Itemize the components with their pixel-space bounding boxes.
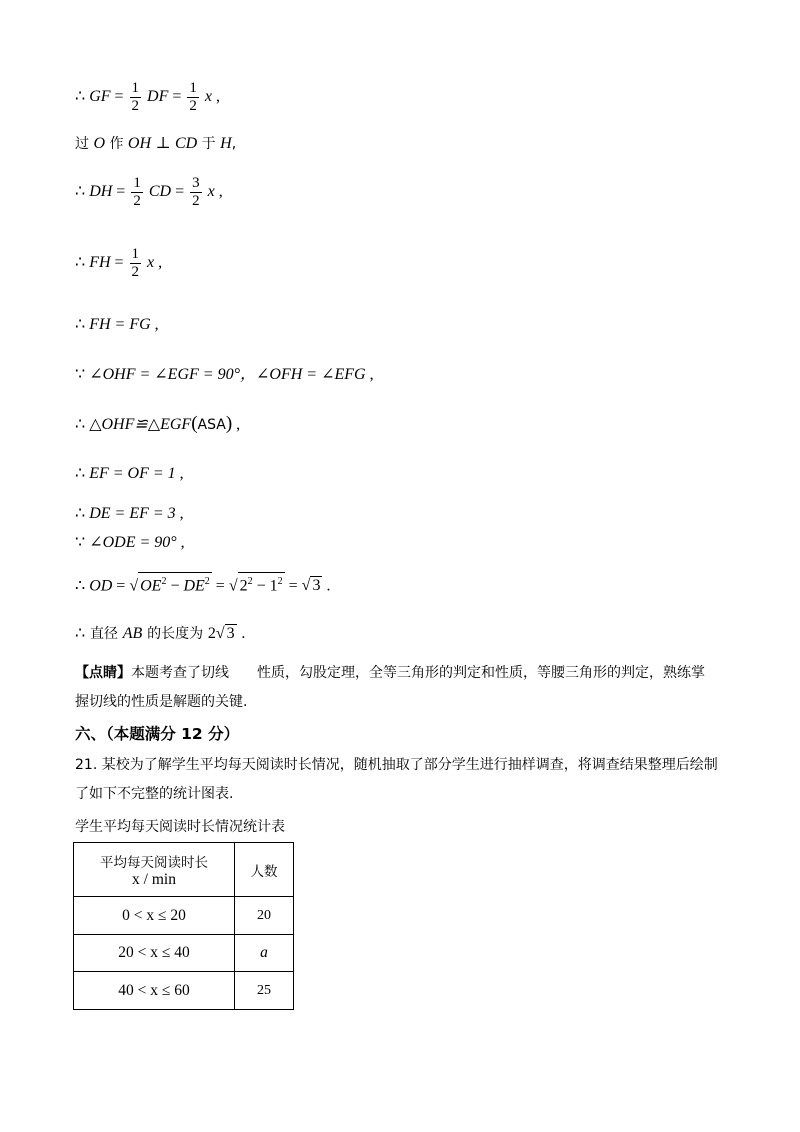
sqrt-expression: √ $2^2 - 1^2$ (229, 572, 285, 596)
section-heading: 六、（本题满分 12 分） (75, 725, 240, 743)
sqrt-result: √ 3 (301, 577, 321, 595)
perp-symbol: ⊥ (155, 135, 171, 152)
var-gf: GF (89, 88, 111, 106)
table-caption: 学生平均每天阅读时长情况统计表 (75, 819, 285, 835)
proof-line-1: ∴ GF = $\frac{1}{2}$ DF = $\frac{1}{2}$ x , (75, 80, 221, 114)
comment-text-1: 本题考查了切线 性质，勾股定理，全等三角形的判定和性质，等腰三角形的判定，熟练掌 (131, 665, 705, 681)
congruence: △OHF≌△EGF (89, 416, 192, 433)
proof-line-9: ∴ DE = EF = 3 , (75, 505, 184, 522)
text-diameter: 直径 (89, 626, 118, 642)
header-count: 人数 (235, 843, 294, 897)
question-text (75, 751, 725, 809)
range-cell: 40 < x ≤ 60 (74, 972, 235, 1010)
var-fh: FH (89, 254, 111, 272)
equation: ∠ODE = 90° (89, 534, 177, 551)
table-row (74, 897, 294, 935)
text-length-is: 的长度为 (147, 626, 204, 642)
header-duration (74, 843, 235, 897)
proof-line-7: ∴ △OHF≌△EGF(ASA) , (75, 413, 241, 434)
fraction: $\frac{1}{2}$ (189, 80, 197, 114)
var-cd: CD (148, 183, 172, 201)
equation: DE = EF = 3 (89, 505, 176, 522)
var-x: x (204, 88, 213, 106)
sqrt-result: √ 3 (215, 625, 235, 642)
proof-line-3: ∴ DH = $\frac{1}{2}$ CD = $\frac{3}{2}$ x , (75, 175, 223, 209)
proof-line-6: ∵ ∠OHF = ∠EGF = 90°，∠OFH = ∠EFG , (75, 366, 374, 383)
var-h: H (220, 135, 232, 152)
comment-label: 【点睛】 (75, 665, 131, 681)
therefore-symbol: ∴ (75, 465, 86, 482)
range-cell: 0 < x ≤ 20 (74, 897, 235, 935)
fraction: $\frac{1}{2}$ (133, 175, 141, 209)
proof-line-4: ∴ FH = $\frac{1}{2}$ x , (75, 246, 163, 280)
var-ab: AB (122, 625, 143, 642)
comma: , (231, 136, 237, 152)
var-df: DF (147, 88, 169, 106)
equation: FH = FG (89, 316, 151, 333)
equation: ∠OHF = ∠EGF = 90°，∠OFH = ∠EFG (89, 366, 366, 383)
var-cd: CD (174, 135, 198, 152)
reading-time-table (73, 842, 294, 1010)
text-yu: 于 (201, 136, 216, 152)
var-od: OD (89, 577, 113, 595)
var-dh: DH (89, 183, 113, 201)
equation: EF = OF = 1 (89, 465, 176, 482)
text-guo: 过 (75, 136, 89, 152)
comment-paragraph (75, 659, 725, 717)
therefore-symbol: ∴ (75, 416, 86, 433)
therefore-symbol: ∴ (75, 254, 86, 272)
var-x: x (147, 254, 155, 272)
header-duration-unit: x / min (132, 870, 176, 888)
proof-line-8: ∴ EF = OF = 1 , (75, 465, 184, 482)
proof-line-11: ∴ OD = √ $OE^2 - DE^2$ = √ $2^2 - 1^2$ = √ 3 . (75, 572, 330, 596)
therefore-symbol: ∴ (75, 88, 86, 106)
therefore-symbol: ∴ (75, 316, 86, 333)
therefore-symbol: ∴ (75, 505, 86, 522)
table-header-row (74, 843, 294, 897)
var-oh: OH (127, 135, 152, 152)
therefore-symbol: ∴ (75, 183, 86, 201)
count-cell: 20 (235, 897, 294, 935)
text-zuo: 作 (109, 136, 124, 152)
count-cell: a (235, 935, 294, 972)
proof-line-2 (75, 134, 236, 154)
coefficient: 2 (207, 625, 216, 642)
var-x: x (207, 183, 215, 201)
table-row (74, 972, 294, 1010)
fraction: $\frac{1}{2}$ (131, 80, 140, 114)
proof-line-10: ∵ ∠ODE = 90° , (75, 534, 185, 551)
fraction: $\frac{3}{2}$ (192, 175, 200, 209)
proof-line-12: ∴ 直径 AB 的长度为 2√ 3 . (75, 625, 246, 642)
therefore-symbol: ∴ (75, 625, 86, 642)
because-symbol: ∵ (75, 366, 86, 383)
because-symbol: ∵ (75, 534, 86, 551)
header-duration-label: 平均每天阅读时长 (100, 854, 208, 871)
count-cell: 25 (235, 972, 294, 1010)
range-cell: 20 < x ≤ 40 (74, 935, 235, 972)
question-line-1: 21. 某校为了解学生平均每天阅读时长情况，随机抽取了部分学生进行抽样调查，将调查结果整理后绘制 (75, 757, 718, 773)
var-o: O (93, 135, 106, 152)
comment-text-2: 握切线的性质是解题的关键. (75, 694, 248, 710)
fraction: $\frac{1}{2}$ (131, 246, 140, 280)
sqrt-expression: √ $OE^2 - DE^2$ (129, 572, 211, 596)
asa-label: ASA (197, 417, 226, 433)
question-line-2: 了如下不完整的统计图表. (75, 786, 234, 802)
therefore-symbol: ∴ (75, 577, 86, 595)
table-row (74, 935, 294, 972)
proof-line-5: ∴ FH = FG , (75, 316, 159, 333)
